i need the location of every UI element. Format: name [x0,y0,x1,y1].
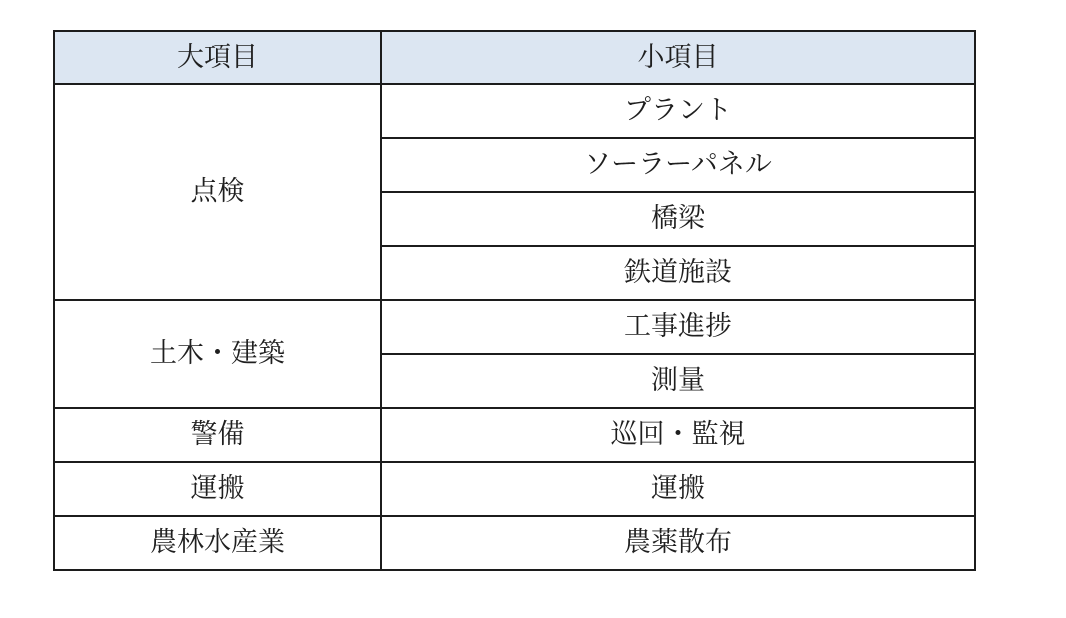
item-cell-transport: 運搬 [381,462,975,516]
category-cell-civil-construction: 土木・建築 [54,300,381,408]
column-header-minor: 小項目 [381,31,975,84]
item-cell-railway-facility: 鉄道施設 [381,246,975,300]
column-header-major: 大項目 [54,31,381,84]
item-cell-construction-progress: 工事進捗 [381,300,975,354]
category-table [53,30,976,571]
category-cell-transport: 運搬 [54,462,381,516]
header-row [54,31,975,84]
table-row [54,300,975,354]
item-cell-pesticide-spraying: 農薬散布 [381,516,975,570]
table-row [54,462,975,516]
category-cell-agriculture-forestry-fisheries: 農林水産業 [54,516,381,570]
item-cell-surveying: 測量 [381,354,975,408]
table-container [53,30,976,571]
table-row [54,516,975,570]
category-cell-security: 警備 [54,408,381,462]
item-cell-solar-panel: ソーラーパネル [381,138,975,192]
item-cell-patrol-monitoring: 巡回・監視 [381,408,975,462]
table-row [54,408,975,462]
item-cell-plant: プラント [381,84,975,138]
item-cell-bridge: 橋梁 [381,192,975,246]
category-cell-inspection: 点検 [54,84,381,300]
table-row [54,84,975,138]
